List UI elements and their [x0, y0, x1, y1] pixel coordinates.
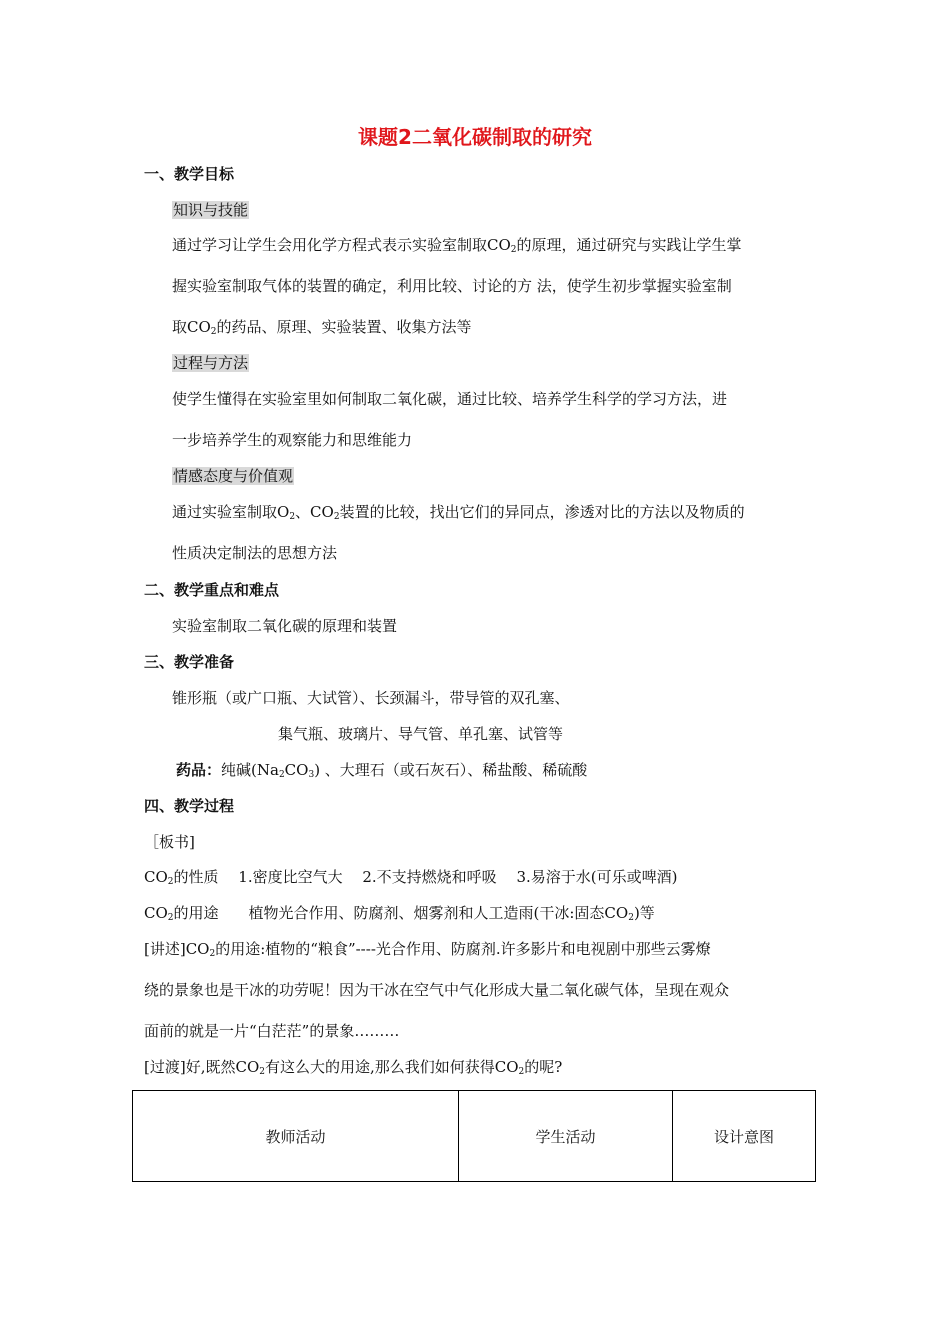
paragraph-line: 取$CO_2$的药品、原理、实验装置、收集方法等	[172, 318, 472, 337]
equipment-line: 集气瓶、玻璃片、导气管、单孔塞、试管等	[278, 725, 564, 743]
paragraph-line: 性质决定制法的思想方法	[172, 544, 338, 562]
paragraph-line: [过渡]好,既然$CO_2$有这么大的用途,那么我们如何获得$CO_2$的呢?	[144, 1058, 563, 1077]
document-title: 课题2二氧化碳制取的研究	[358, 125, 592, 149]
paragraph-line: 绕的景象也是干冰的功劳呢！因为干冰在空气中气化形成大量二氧化碳气体，呈现在观众	[144, 981, 730, 999]
paragraph-line: 通过学习让学生会用化学方程式表示实验室制取$CO_2$的原理，通过研究与实践让学生掌	[172, 236, 742, 255]
board-label: ［板书]	[144, 833, 195, 851]
table-header-teacher: 教师活动	[133, 1091, 459, 1181]
subheading-values: 情感态度与价值观	[173, 467, 294, 485]
table-header-intent: 设计意图	[713, 1127, 774, 1146]
paragraph-line: 握实验室制取气体的装置的确定，利用比较、讨论的方 法，使学生初步掌握实验室制	[172, 277, 732, 295]
section-3-heading: 三、教学准备	[144, 653, 235, 671]
paragraph-line: $CO_2$的性质 1.密度比空气大 2.不支持燃烧和呼吸 3.易溶于水(可乐或啤酒)	[144, 868, 678, 887]
paragraph-line: $CO_2$的用途 植物光合作用、防腐剂、烟雾剂和人工造雨(干冰:固态$CO_2$)等	[144, 904, 655, 923]
section-1-heading: 一、教学目标	[144, 165, 235, 183]
drugs-line: 药品：纯碱$(Na_2CO_3)$ 、大理石（或石灰石）、稀盐酸、稀硫酸	[176, 761, 588, 780]
subheading-knowledge: 知识与技能	[173, 201, 249, 219]
paragraph-line: 通过实验室制取$O_2$、$CO_2$装置的比较，找出它们的异同点，渗透对比的方法以及物质的	[172, 503, 745, 522]
paragraph-line: 面前的就是一片“白茫茫”的景象………	[144, 1022, 400, 1040]
section-4-heading: 四、教学过程	[144, 797, 235, 815]
paragraph-line: 实验室制取二氧化碳的原理和装置	[172, 617, 398, 635]
activity-table	[132, 1090, 816, 1182]
paragraph-line: 一步培养学生的观察能力和思维能力	[172, 431, 413, 449]
subheading-process: 过程与方法	[173, 354, 249, 372]
paragraph-line: 使学生懂得在实验室里如何制取二氧化碳，通过比较、培养学生科学的学习方法，进	[172, 390, 728, 408]
section-2-heading: 二、教学重点和难点	[144, 581, 280, 599]
table-header-student: 学生活动	[459, 1091, 673, 1181]
equipment-line: 锥形瓶（或广口瓶、大试管）、长颈漏斗，带导管的双孔塞、	[172, 689, 570, 707]
paragraph-line: [讲述]$CO_2$的用途:植物的“粮食”----光合作用、防腐剂.许多影片和电视剧中那些云雾燎	[144, 940, 711, 959]
